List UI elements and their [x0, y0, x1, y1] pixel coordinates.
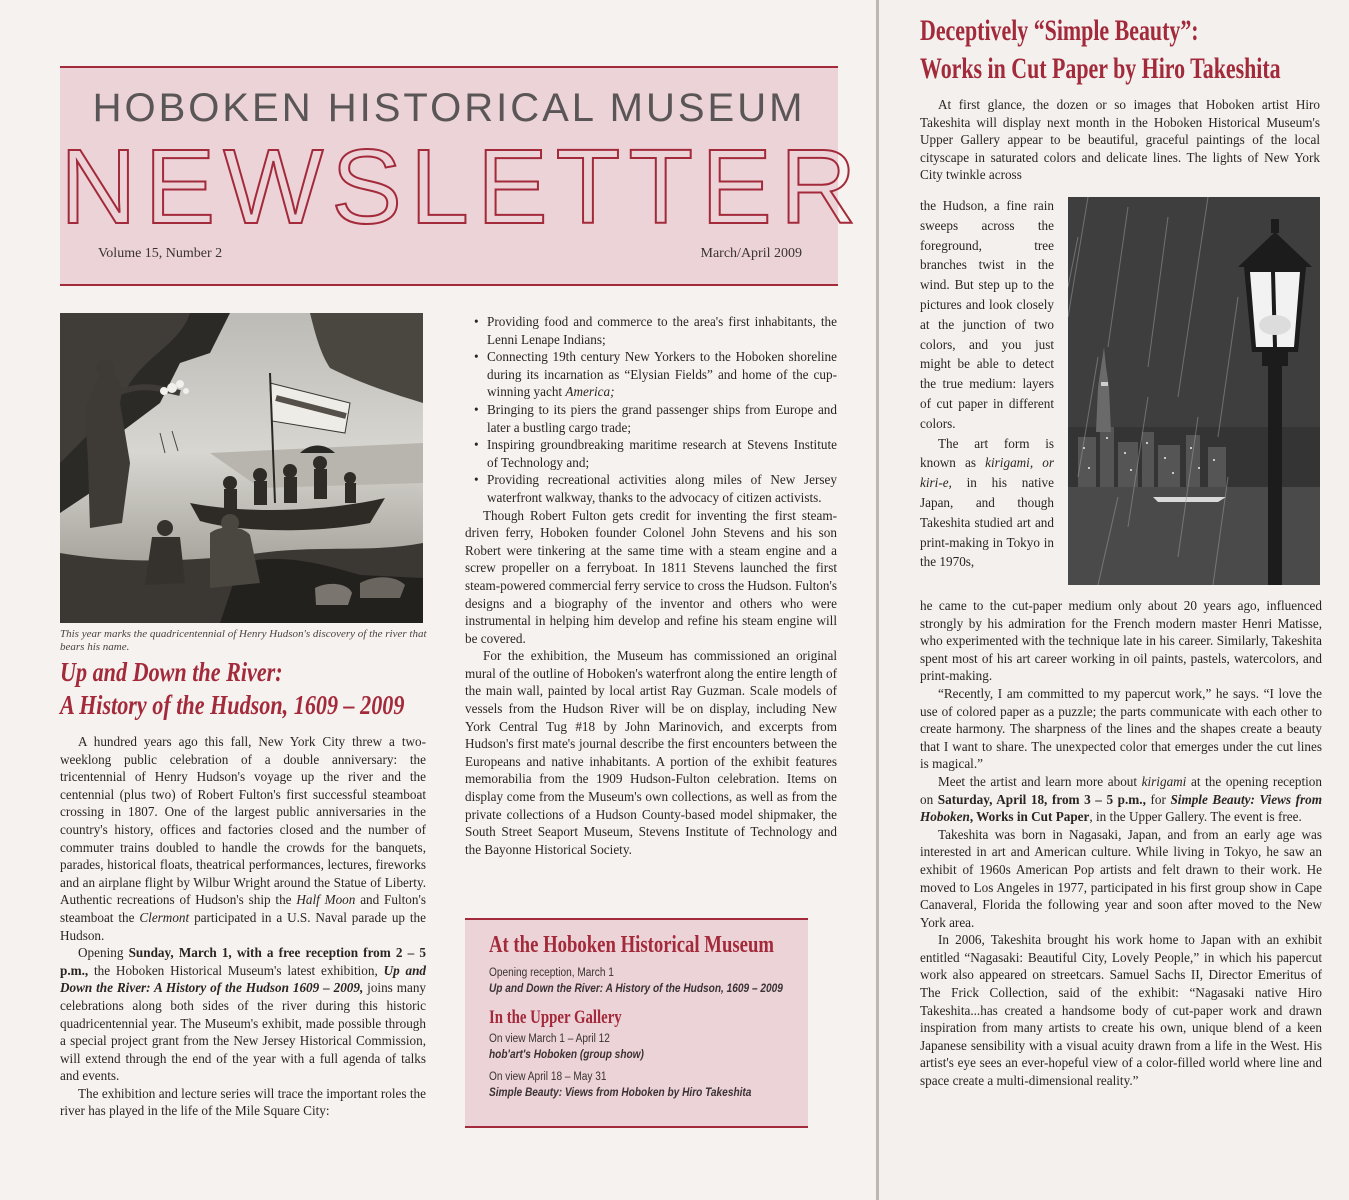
article-paragraph: the Hudson, a fine rain sweeps across the foreground, tree branches twist in the wind. But step up to the pictures and look closely at the junction of two colors, and you just might be able to detect the true medium: layers of cut paper in different colors. — [920, 198, 1054, 431]
museum-events-box — [465, 918, 808, 1128]
article-paragraph: For the exhibition, the Museum has commissioned an original mural of the outline of Hoboken's waterfront along the entire length of the main wall, painted by local artist Ray Guzman. Scale models of vessels from the Hudson River will be on display, including New York Central Tug #18 by John Marinovich, and excerpts from Hudson's first mate's journal describe the first encounters between the Europeans and native inhabitants. A portion of the exhibit features memorabilia from the 1909 Hudson-Fulton celebration. Items on display come from the Museum's own collections, as well as from the private collections of a Hudson County-based model shipmaker, the South Street Seaport Museum, Stevens Institute of Technology and the Bayonne Historical Society. — [465, 648, 837, 857]
article-paragraph: The art form is known as kirigami, or kiri-e, in his native Japan, and though Takeshita studied art and print-making in Tokyo in the 1970s, — [920, 435, 1054, 570]
article-paragraph: Opening Sunday, March 1, with a free reception from 2 – 5 p.m., the Hoboken Historical Museum's latest exhibition, Up and Down the River: A History of the Hudson 1609 – 2009, joins many celebrations along both sides of the river during this historic quadricentennial year. The Museum's exhibit, made possible through a special project grant from the New Jersey Historical Commission, will extend through the end of the year with a full agenda of talks and events. — [60, 945, 427, 1084]
article-paragraph: Meet the artist and learn more about kirigami at the opening reception on Saturday, April 18, from 3 – 5 p.m., for Simple Beauty: Views from Hoboken, Works in Cut Paper, in the Upper Gallery. The event is free. — [920, 773, 1322, 825]
river-roles-list — [465, 313, 837, 507]
headline-line-1: Deceptively “Simple Beauty”: — [920, 14, 1199, 47]
list-item: • Providing food and commerce to the area's first inhabitants, the Lenni Lenape Indians; — [487, 313, 837, 348]
article-paragraph: Takeshita was born in Nagasaki, Japan, and from an early age was interested in art and American culture. While living in Tokyo, he saw an exhibit of 1960s American Pop artists and felt drawn to their work. He moved to Los Angeles in 1977, participated in his first group show in Cape Canaveral, Florida the following year and soon after moved to the New York area. — [920, 826, 1322, 930]
museum-name: HOBOKEN HISTORICAL MUSEUM — [92, 86, 806, 130]
list-item: • Connecting 19th century New Yorkers to the Hoboken shoreline during its incarnation as “Elysian Fields” and home of the cup-winning yacht America; — [487, 348, 837, 401]
list-item: • Bringing to its piers the grand passenger ships from Europe and later a bustling cargo trade; — [487, 401, 837, 436]
article-intro — [920, 96, 1320, 184]
newsletter-masthead — [60, 66, 865, 286]
event-title: Simple Beauty: Views from Hoboken by Hiro Takeshita — [489, 1087, 752, 1099]
event-title: hob'art's Hoboken (group show) — [489, 1049, 644, 1061]
article-paragraph: At first glance, the dozen or so images that Hoboken artist Hiro Takeshita will display next month in the Hoboken Historical Museum's Upper Gallery appear to be beautiful, graceful paintings of the local cityscape in saturated colors and delicate lines. The lights of New York City twinkle across — [920, 97, 1320, 183]
article-paragraph: Though Robert Fulton gets credit for inventing the first steam-driven ferry, Hoboken founder Colonel John Stevens and his son Robert were tinkering at the same time with a steam engine and a screw propeller on a ferryboat. In 1811 Stevens launched the first steam-powered commercial ferry service to cross the Hudson. Fulton's designs and a biography of the inventor and others who were instrumental in helping him develop and refine his steam engine will be covered. — [465, 507, 837, 646]
list-item: • Inspiring groundbreaking maritime research at Stevens Institute of Technology and; — [487, 436, 837, 471]
list-item: • Providing recreational activities along miles of New Jersey waterfront walkway, thanks to the advocacy of citizen activists. — [487, 471, 837, 506]
volume-number: Volume 15, Number 2 — [98, 246, 223, 261]
headline-line-2: A History of the Hudson, 1609 – 2009 — [60, 690, 405, 720]
hudson-engraving-image — [60, 313, 423, 623]
image-caption: This year marks the quadricentennial of Henry Hudson's discovery of the river that bears his name. — [60, 628, 427, 653]
article-column-1 — [60, 733, 426, 1120]
article-headline-takeshita — [920, 12, 1281, 88]
headline-line-1: Up and Down the River: — [60, 657, 283, 687]
article-paragraph: he came to the cut-paper medium only about 20 years ago, influenced strongly by his admiration for the French modern master Henri Matisse, who experimented with the technique late in his career. Similarly, Takeshita spent most of his art career working in oil paints, pastels, watercolors, and print-making. — [920, 598, 1322, 684]
events-box-title: At the Hoboken Historical Museum — [489, 932, 774, 958]
headline-line-2: Works in Cut Paper by Hiro Takeshita — [920, 52, 1281, 85]
article-paragraph: In 2006, Takeshita brought his work home to Japan with an exhibit entitled “Nagasaki: Beautiful City, Lovely People,” in which his papercut work also appeared on streetcars. Samuel Sachs II, Director Emeritus of The Frick Collection, said of the exhibit: “Nagasaki native Hiro Takeshita...has created a handsome body of cut-paper work and drawn inspiration from many artists to create his own, unique blend of a keen Japanese sensibility with a visual acuity drawn from a life in the West. His artist's eye sees an ever-hopeful view of a color-filled world where line and space create a multi-dimensional reality.” — [920, 932, 1322, 1089]
article-main-text — [920, 597, 1322, 1090]
event-date: Opening reception, March 1 — [489, 967, 614, 979]
event-date: On view April 18 – May 31 — [489, 1071, 607, 1083]
article-paragraph: The exhibition and lecture series will trace the important roles the river has played in the life of the Mile Square City: — [60, 1085, 426, 1119]
event-date: On view March 1 – April 12 — [489, 1033, 610, 1045]
event-title: Up and Down the River: A History of the Hudson, 1609 – 2009 — [489, 983, 783, 995]
article-headline-hudson — [60, 656, 405, 722]
article-paragraph: A hundred years ago this fall, New York City threw a two-weeklong public celebration of a double anniversary: the tricentennial of Henry Hudson's voyage up the river and the centennial (plus two) of Robert Fulton's first successful steamboat crossing in 1807. One of the largest public anniversaries in the country's history, offices and factories closed and the number of commuter trains doubled to handle the crowds for the banquets, parades, historical floats, theatrical performances, lectures, fireworks and an airplane flight by Wilbur Wright around the Statue of Liberty. Authentic recreations of Hudson's ship the Half Moon and Fulton's steamboat the Clermont participated in a U.S. Naval parade up the Hudson. — [60, 734, 427, 943]
issue-date: March/April 2009 — [700, 246, 802, 261]
article-column-2 — [465, 313, 837, 858]
article-narrow-column — [920, 196, 1054, 572]
newsletter-title: NEWSLETTER — [60, 128, 865, 246]
events-box-subtitle: In the Upper Gallery — [489, 1007, 622, 1028]
article-paragraph: “Recently, I am committed to my papercut work,” he says. “I love the use of colored paper as a puzzle; the parts communicate with each other to create harmony. The sharpness of the lines and the shapes create a beauty that I want to share. The unexpected color that emerges under the cut lines is magical.” — [920, 685, 1322, 772]
cut-paper-artwork-image — [1068, 197, 1320, 585]
